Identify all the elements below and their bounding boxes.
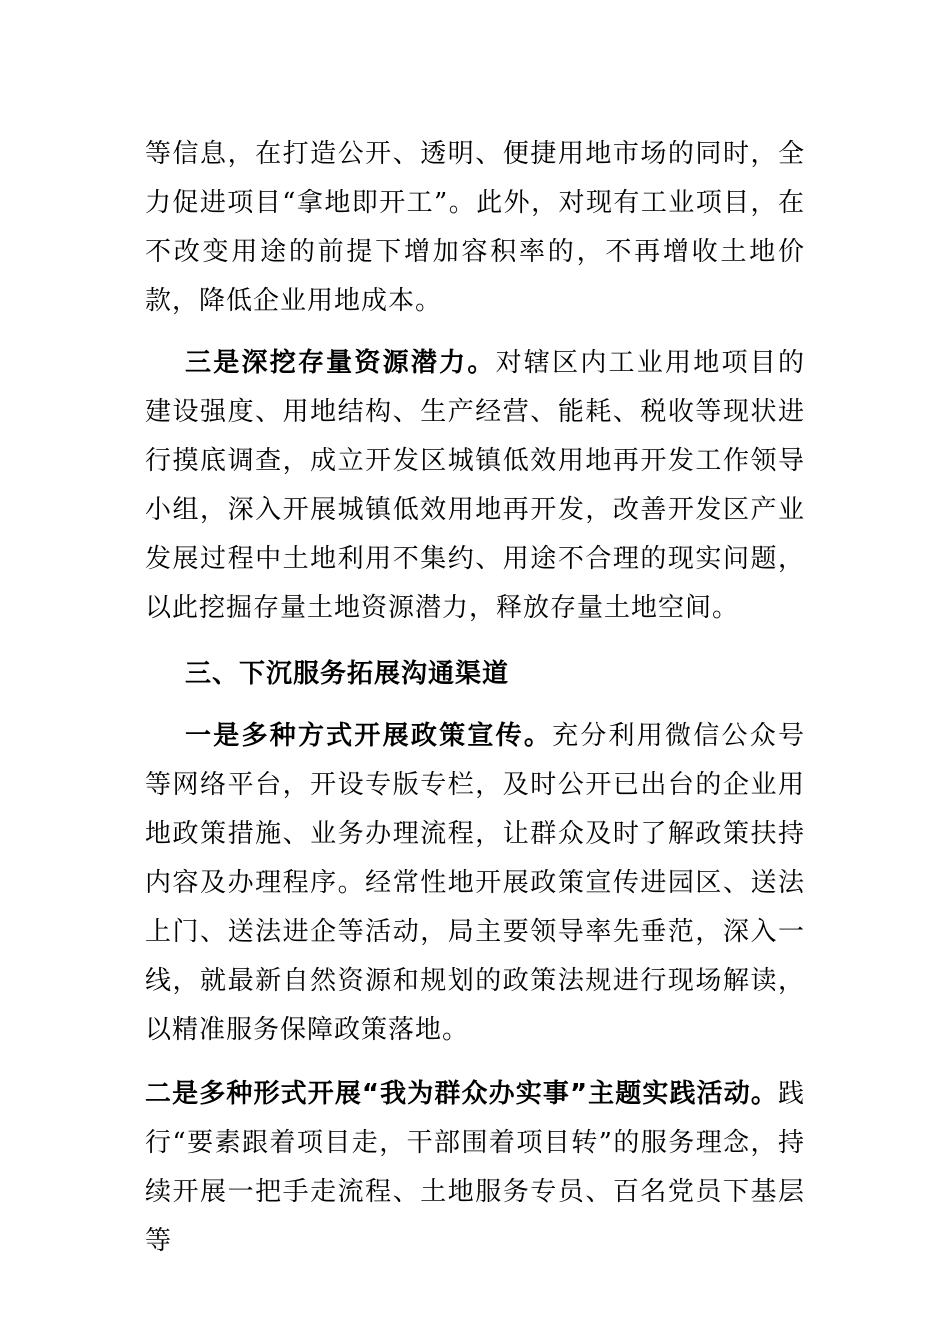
paragraph-lead: 二是多种形式开展“我为群众办实事”主题实践活动。 [145,1079,778,1109]
paragraph-practice-activity [145,1070,805,1266]
paragraph-policy-publicity [145,712,805,1055]
paragraph-text: 等信息，在打造公开、透明、便捷用地市场的同时，全力促进项目“拿地即开工”。此外，对现有工业项目，在不改变用途的前提下增加容积率的，不再增收土地价款，降低企业用地成本。 [145,139,805,316]
paragraph-stock-resources [145,339,805,633]
paragraph-lead: 一是多种方式开展政策宣传。 [185,721,553,751]
paragraph-text: 对辖区内工业用地项目的建设强度、用地结构、生产经营、能耗、税收等现状进行摸底调查，成立开发区城镇低效用地再开发工作领导小组，深入开展城镇低效用地再开发，改善开发区产业发展过程中土地利用不集约、用途不合理的现实问题，以此挖掘存量土地资源潜力，释放存量土地空间。 [145,348,805,623]
paragraph-text: 践行“要素跟着项目走，干部围着项目转”的服务理念，持续开展一把手走流程、土地服务专员、百名党员下基层等 [145,1079,805,1256]
paragraph-lead: 三是深挖存量资源潜力。 [185,348,496,378]
section-heading: 三、下沉服务拓展沟通渠道 [185,659,510,689]
paragraph-text: 充分利用微信公众号等网络平台，开设专版专栏，及时公开已出台的企业用地政策措施、业务办理流程，让群众及时了解政策扶持内容及办理程序。经常性地开展政策宣传进园区、送法上门、送法进企等活动，局主要领导率先垂范，深入一线，就最新自然资源和规划的政策法规进行现场解读，以精准服务保障政策落地。 [145,721,805,1045]
paragraph-land-market [145,130,805,326]
